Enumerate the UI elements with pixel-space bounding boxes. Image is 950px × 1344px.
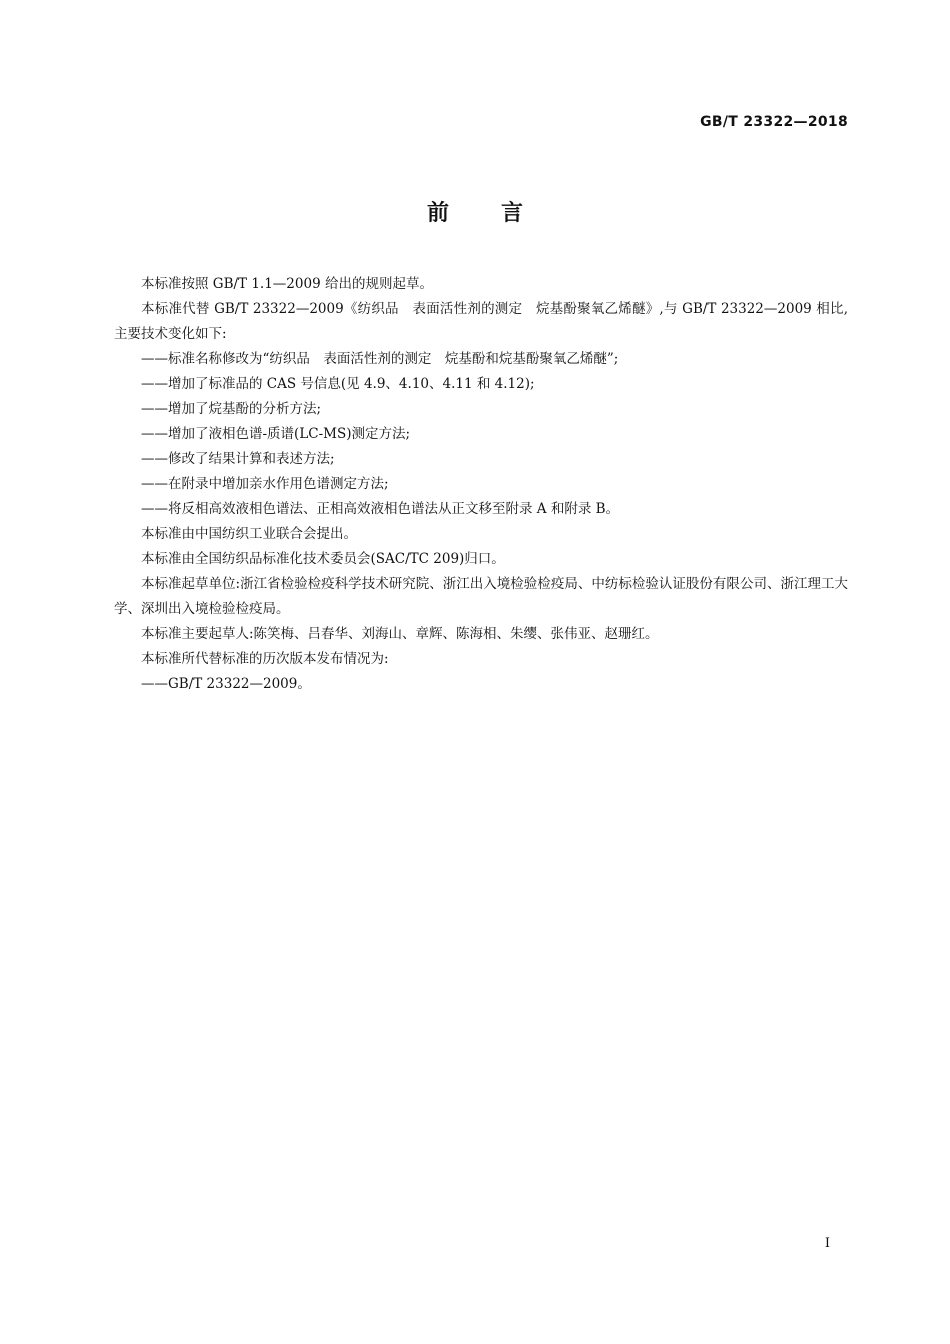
previous-edition-item: ——GB/T 23322—2009。 [141,676,311,692]
foreword-body [114,272,848,697]
standard-code: GB/T 23322—2018 [700,114,848,130]
change-item-hilic: ——在附录中增加亲水作用色谱测定方法; [141,476,389,492]
change-item-calculation: ——修改了结果计算和表述方法; [141,451,335,467]
page-number: Ⅰ [824,1236,830,1251]
change-item-annex: ——将反相高效液相色谱法、正相高效液相色谱法从正文移至附录 A 和附录 B。 [141,501,620,517]
paragraph-under-jurisdiction: 本标准由全国纺织品标准化技术委员会(SAC/TC 209)归口。 [141,551,505,567]
paragraph-previous-editions: 本标准所代替标准的历次版本发布情况为: [141,651,389,667]
title-char-2: 言 [501,201,524,226]
title-char-1: 前 [426,201,449,226]
paragraph-drafters: 本标准主要起草人:陈笑梅、吕春华、刘海山、章辉、陈海相、朱缨、张伟亚、赵珊红。 [141,626,659,642]
paragraph-drafting-rules: 本标准按照 GB/T 1.1—2009 给出的规则起草。 [141,276,433,292]
page-title [0,196,950,227]
paragraph-proposed-by: 本标准由中国纺织工业联合会提出。 [141,526,357,542]
change-item-ap-method: ——增加了烷基酚的分析方法; [141,401,322,417]
paragraph-replaces: 本标准代替 GB/T 23322—2009《纺织品 表面活性剂的测定 烷基酚聚氧乙烯醚》,与 GB/T 23322—2009 相比,主要技术变化如下: [114,301,848,342]
paragraph-drafting-units: 本标准起草单位:浙江省检验检疫科学技术研究院、浙江出入境检验检疫局、中纺标检验认证股份有限公司、浙江理工大学、深圳出入境检验检疫局。 [114,576,848,617]
change-item-name: ——标准名称修改为“纺织品 表面活性剂的测定 烷基酚和烷基酚聚氧乙烯醚”; [141,351,619,367]
change-item-cas: ——增加了标准品的 CAS 号信息(见 4.9、4.10、4.11 和 4.12); [141,376,535,392]
change-item-lcms: ——增加了液相色谱-质谱(LC-MS)测定方法; [141,426,411,442]
